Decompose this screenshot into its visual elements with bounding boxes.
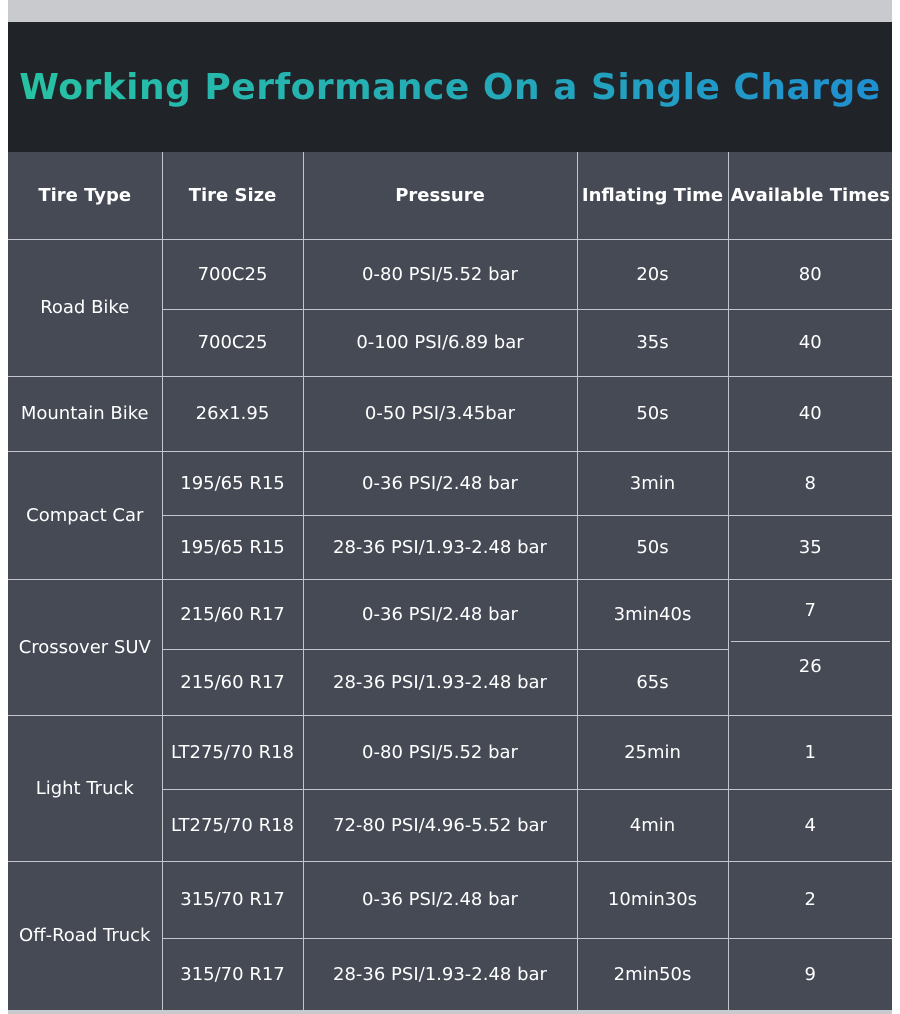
inflating-time-cell: 20s — [577, 239, 728, 309]
pressure-cell: 0-100 PSI/6.89 bar — [303, 309, 577, 376]
available-times-cell: 80 — [728, 239, 892, 309]
tire-size-cell: LT275/70 R18 — [162, 789, 303, 861]
pressure-cell: 28-36 PSI/1.93-2.48 bar — [303, 938, 577, 1010]
header-row — [8, 152, 892, 239]
pressure-cell: 0-36 PSI/2.48 bar — [303, 861, 577, 938]
tire-type-cell: Light Truck — [8, 715, 162, 861]
table-row — [8, 579, 892, 649]
tire-size-cell: 315/70 R17 — [162, 938, 303, 1010]
header-tire-type: Tire Type — [8, 152, 162, 239]
tire-size-cell: 315/70 R17 — [162, 861, 303, 938]
header-available-times: Available Times — [728, 152, 892, 239]
pressure-cell: 28-36 PSI/1.93-2.48 bar — [303, 649, 577, 715]
inflating-time-cell: 10min30s — [577, 861, 728, 938]
table-row — [8, 239, 892, 309]
available-times-lower: 26 — [798, 656, 822, 678]
available-times-cell: 2 — [728, 861, 892, 938]
performance-table-container — [8, 152, 892, 1010]
title-banner — [8, 22, 892, 152]
pressure-cell: 72-80 PSI/4.96-5.52 bar — [303, 789, 577, 861]
tire-size-cell: 195/65 R15 — [162, 515, 303, 579]
tire-type-cell: Off-Road Truck — [8, 861, 162, 1010]
inflating-time-cell: 4min — [577, 789, 728, 861]
pressure-cell: 0-36 PSI/2.48 bar — [303, 579, 577, 649]
available-times-cell: 8 — [728, 451, 892, 515]
header-pressure: Pressure — [303, 152, 577, 239]
inflating-time-cell: 25min — [577, 715, 728, 789]
table-row — [8, 861, 892, 938]
available-times-cell: 4 — [728, 789, 892, 861]
table-row — [8, 376, 892, 451]
table-row — [8, 715, 892, 789]
available-times-upper: 7 — [731, 580, 891, 643]
performance-table — [8, 152, 892, 1011]
bottom-strip — [8, 1010, 892, 1014]
tire-size-cell: 215/60 R17 — [162, 649, 303, 715]
pressure-cell: 0-50 PSI/3.45bar — [303, 376, 577, 451]
table-row — [8, 451, 892, 515]
inflating-time-cell: 35s — [577, 309, 728, 376]
available-times-cell: 40 — [728, 309, 892, 376]
top-strip — [8, 0, 892, 22]
inflating-time-cell: 50s — [577, 515, 728, 579]
tire-size-cell: 26x1.95 — [162, 376, 303, 451]
available-times-cell: 40 — [728, 376, 892, 451]
inflating-time-cell: 65s — [577, 649, 728, 715]
available-times-cell: 9 — [728, 938, 892, 1010]
tire-size-cell: 195/65 R15 — [162, 451, 303, 515]
tire-type-cell: Mountain Bike — [8, 376, 162, 451]
tire-type-cell: Compact Car — [8, 451, 162, 579]
inflating-time-cell: 3min — [577, 451, 728, 515]
tire-size-cell: 215/60 R17 — [162, 579, 303, 649]
tire-size-cell: 700C25 — [162, 239, 303, 309]
tire-type-cell: Crossover SUV — [8, 579, 162, 715]
available-times-cell — [728, 579, 892, 715]
pressure-cell: 0-80 PSI/5.52 bar — [303, 239, 577, 309]
inflating-time-cell: 2min50s — [577, 938, 728, 1010]
tire-type-cell: Road Bike — [8, 239, 162, 376]
available-times-stack — [731, 580, 891, 715]
pressure-cell: 0-80 PSI/5.52 bar — [303, 715, 577, 789]
inflating-time-cell: 50s — [577, 376, 728, 451]
pressure-cell: 28-36 PSI/1.93-2.48 bar — [303, 515, 577, 579]
available-times-cell: 35 — [728, 515, 892, 579]
tire-size-cell: LT275/70 R18 — [162, 715, 303, 789]
page-title: Working Performance On a Single Charge — [19, 66, 881, 108]
header-tire-size: Tire Size — [162, 152, 303, 239]
available-times-cell: 1 — [728, 715, 892, 789]
header-inflating-time: Inflating Time — [577, 152, 728, 239]
tire-size-cell: 700C25 — [162, 309, 303, 376]
pressure-cell: 0-36 PSI/2.48 bar — [303, 451, 577, 515]
inflating-time-cell: 3min40s — [577, 579, 728, 649]
